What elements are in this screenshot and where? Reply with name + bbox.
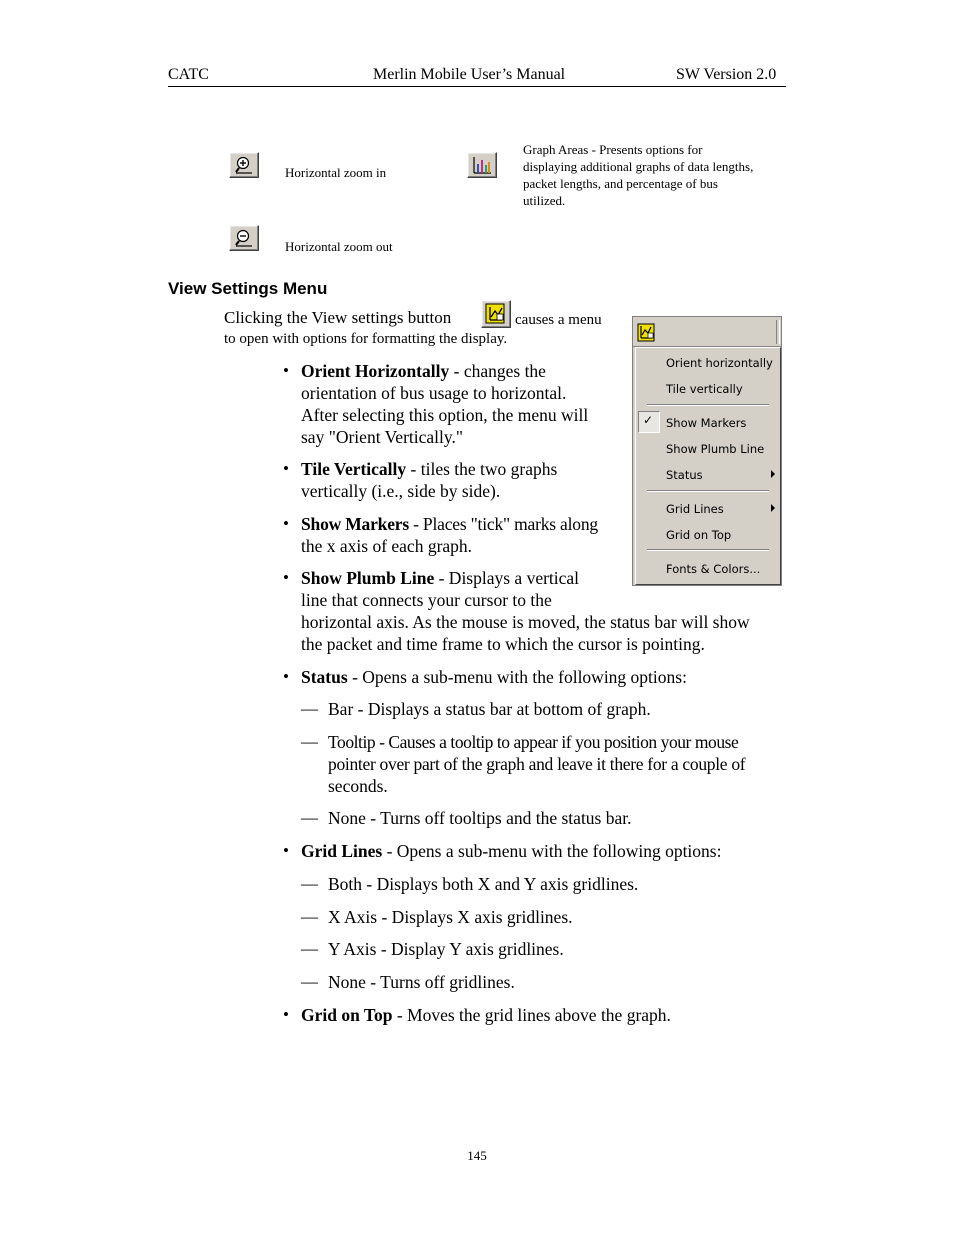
bullet-marker: • xyxy=(283,514,289,533)
page-number: 145 xyxy=(467,1148,487,1163)
gridtop-term: Grid on Top xyxy=(301,1005,393,1025)
bullet-marker: • xyxy=(283,1005,289,1024)
markers-line-2: the x axis of each graph. xyxy=(301,536,473,556)
status-term: Status xyxy=(301,667,348,687)
intro-line-1 xyxy=(224,307,451,329)
orient-term: Orient Horizontally xyxy=(301,361,450,381)
status-sub-bar: Bar - Displays a status bar at bottom of graph. xyxy=(328,699,651,719)
dash-marker: — xyxy=(301,907,318,926)
view-settings-toolbar-icon[interactable] xyxy=(636,322,658,344)
markers-text-1: - Places "tick" marks along xyxy=(408,514,598,534)
submenu-arrow-icon xyxy=(771,470,775,478)
bullet-marker: • xyxy=(283,568,289,587)
tile-text-1: - tiles the two graphs xyxy=(406,459,558,479)
orient-line-4: say "Orient Vertically." xyxy=(301,427,464,447)
zoom-out-label: Horizontal zoom out xyxy=(285,239,393,254)
bullet-marker: • xyxy=(283,361,289,380)
header-title: Merlin Mobile User’s Manual xyxy=(373,66,566,83)
grid-sub-both: Both - Displays both X and Y axis gridlines. xyxy=(328,874,639,894)
menu-item-grid-on-top[interactable]: Grid on Top xyxy=(666,528,732,542)
markers-term: Show Markers xyxy=(301,514,409,534)
menu-separator xyxy=(647,490,769,492)
gridtop-text: - Moves the grid lines above the graph. xyxy=(392,1005,671,1025)
plumb-text-1: - Displays a vertical xyxy=(434,568,580,588)
status-text: - Opens a sub-menu with the following options: xyxy=(347,667,687,687)
plumb-line-4: the packet and time frame to which the cursor is pointing. xyxy=(301,634,705,654)
menu-item-show-plumb-line[interactable]: Show Plumb Line xyxy=(666,442,765,456)
grid-line xyxy=(301,840,721,862)
markers-line-1 xyxy=(301,513,598,535)
menu-item-show-markers[interactable]: Show Markers xyxy=(666,416,747,430)
menu-item-status[interactable]: Status xyxy=(666,468,703,482)
menu-item-fonts-colors[interactable]: Fonts & Colors... xyxy=(666,562,761,576)
zoom-out-icon xyxy=(229,225,259,251)
dash-marker: — xyxy=(301,939,318,958)
status-sub-tooltip-3: seconds. xyxy=(328,776,388,796)
orient-text-1: - changes the xyxy=(449,361,546,381)
gridtop-line xyxy=(301,1004,671,1026)
header-rule xyxy=(168,86,786,87)
view-settings-icon xyxy=(481,300,511,328)
dash-marker: — xyxy=(301,732,318,751)
grid-sub-y: Y Axis - Display Y axis gridlines. xyxy=(328,939,564,959)
intro-before: Clicking the View settings button xyxy=(224,308,452,327)
graph-areas-desc-2: displaying additional graphs of data lengths, xyxy=(523,159,754,174)
dash-marker: — xyxy=(301,972,318,991)
submenu-arrow-icon xyxy=(771,504,775,512)
grid-text: - Opens a sub-menu with the following options: xyxy=(382,841,722,861)
menu-item-orient-horizontally[interactable]: Orient horizontally xyxy=(666,356,773,370)
graph-areas-desc-3: packet lengths, and percentage of bus xyxy=(523,176,718,191)
check-icon: ✓ xyxy=(643,413,654,427)
bullet-marker: • xyxy=(283,841,289,860)
status-sub-tooltip-2: pointer over part of the graph and leave it there for a couple of xyxy=(328,754,746,774)
plumb-line-3: horizontal axis. As the mouse is moved, the status bar will show xyxy=(301,612,750,632)
plumb-line-1 xyxy=(301,567,579,589)
bullet-marker: • xyxy=(283,667,289,686)
zoom-in-label: Horizontal zoom in xyxy=(285,165,387,180)
menu-item-tile-vertically[interactable]: Tile vertically xyxy=(666,382,743,396)
plumb-line-2: line that connects your cursor to the xyxy=(301,590,552,610)
dash-marker: — xyxy=(301,874,318,893)
tile-line-1 xyxy=(301,458,557,480)
orient-line-2: orientation of bus usage to horizontal. xyxy=(301,383,567,403)
menu-separator xyxy=(647,404,769,406)
orient-line-1 xyxy=(301,360,546,382)
status-line xyxy=(301,666,687,688)
graph-areas-desc-1: Graph Areas - Presents options for xyxy=(523,142,703,157)
grid-sub-none: None - Turns off gridlines. xyxy=(328,972,515,992)
menu-separator xyxy=(647,549,769,551)
graph-areas-desc-4: utilized. xyxy=(523,193,566,208)
intro-after: causes a menu xyxy=(515,312,602,328)
grid-sub-x: X Axis - Displays X axis gridlines. xyxy=(328,907,573,927)
intro-line-2: to open with options for formatting the display. xyxy=(224,331,508,347)
header-left: CATC xyxy=(168,66,209,83)
bullet-marker: • xyxy=(283,459,289,478)
header-version: SW Version 2.0 xyxy=(676,66,777,83)
menu-item-grid-lines[interactable]: Grid Lines xyxy=(666,502,724,516)
toolbar-divider xyxy=(776,320,780,344)
dash-marker: — xyxy=(301,699,318,718)
orient-line-3: After selecting this option, the menu will xyxy=(301,405,589,425)
tile-line-2: vertically (i.e., side by side). xyxy=(301,481,501,501)
dash-marker: — xyxy=(301,808,318,827)
status-sub-tooltip-1: Tooltip - Causes a tooltip to appear if you position your mouse xyxy=(328,732,739,752)
graph-areas-icon xyxy=(467,152,497,178)
section-title: View Settings Menu xyxy=(168,279,328,298)
tile-term: Tile Vertically xyxy=(301,459,407,479)
plumb-term: Show Plumb Line xyxy=(301,568,435,588)
zoom-in-icon xyxy=(229,152,259,178)
status-sub-none: None - Turns off tooltips and the status bar. xyxy=(328,808,632,828)
grid-term: Grid Lines xyxy=(301,841,383,861)
